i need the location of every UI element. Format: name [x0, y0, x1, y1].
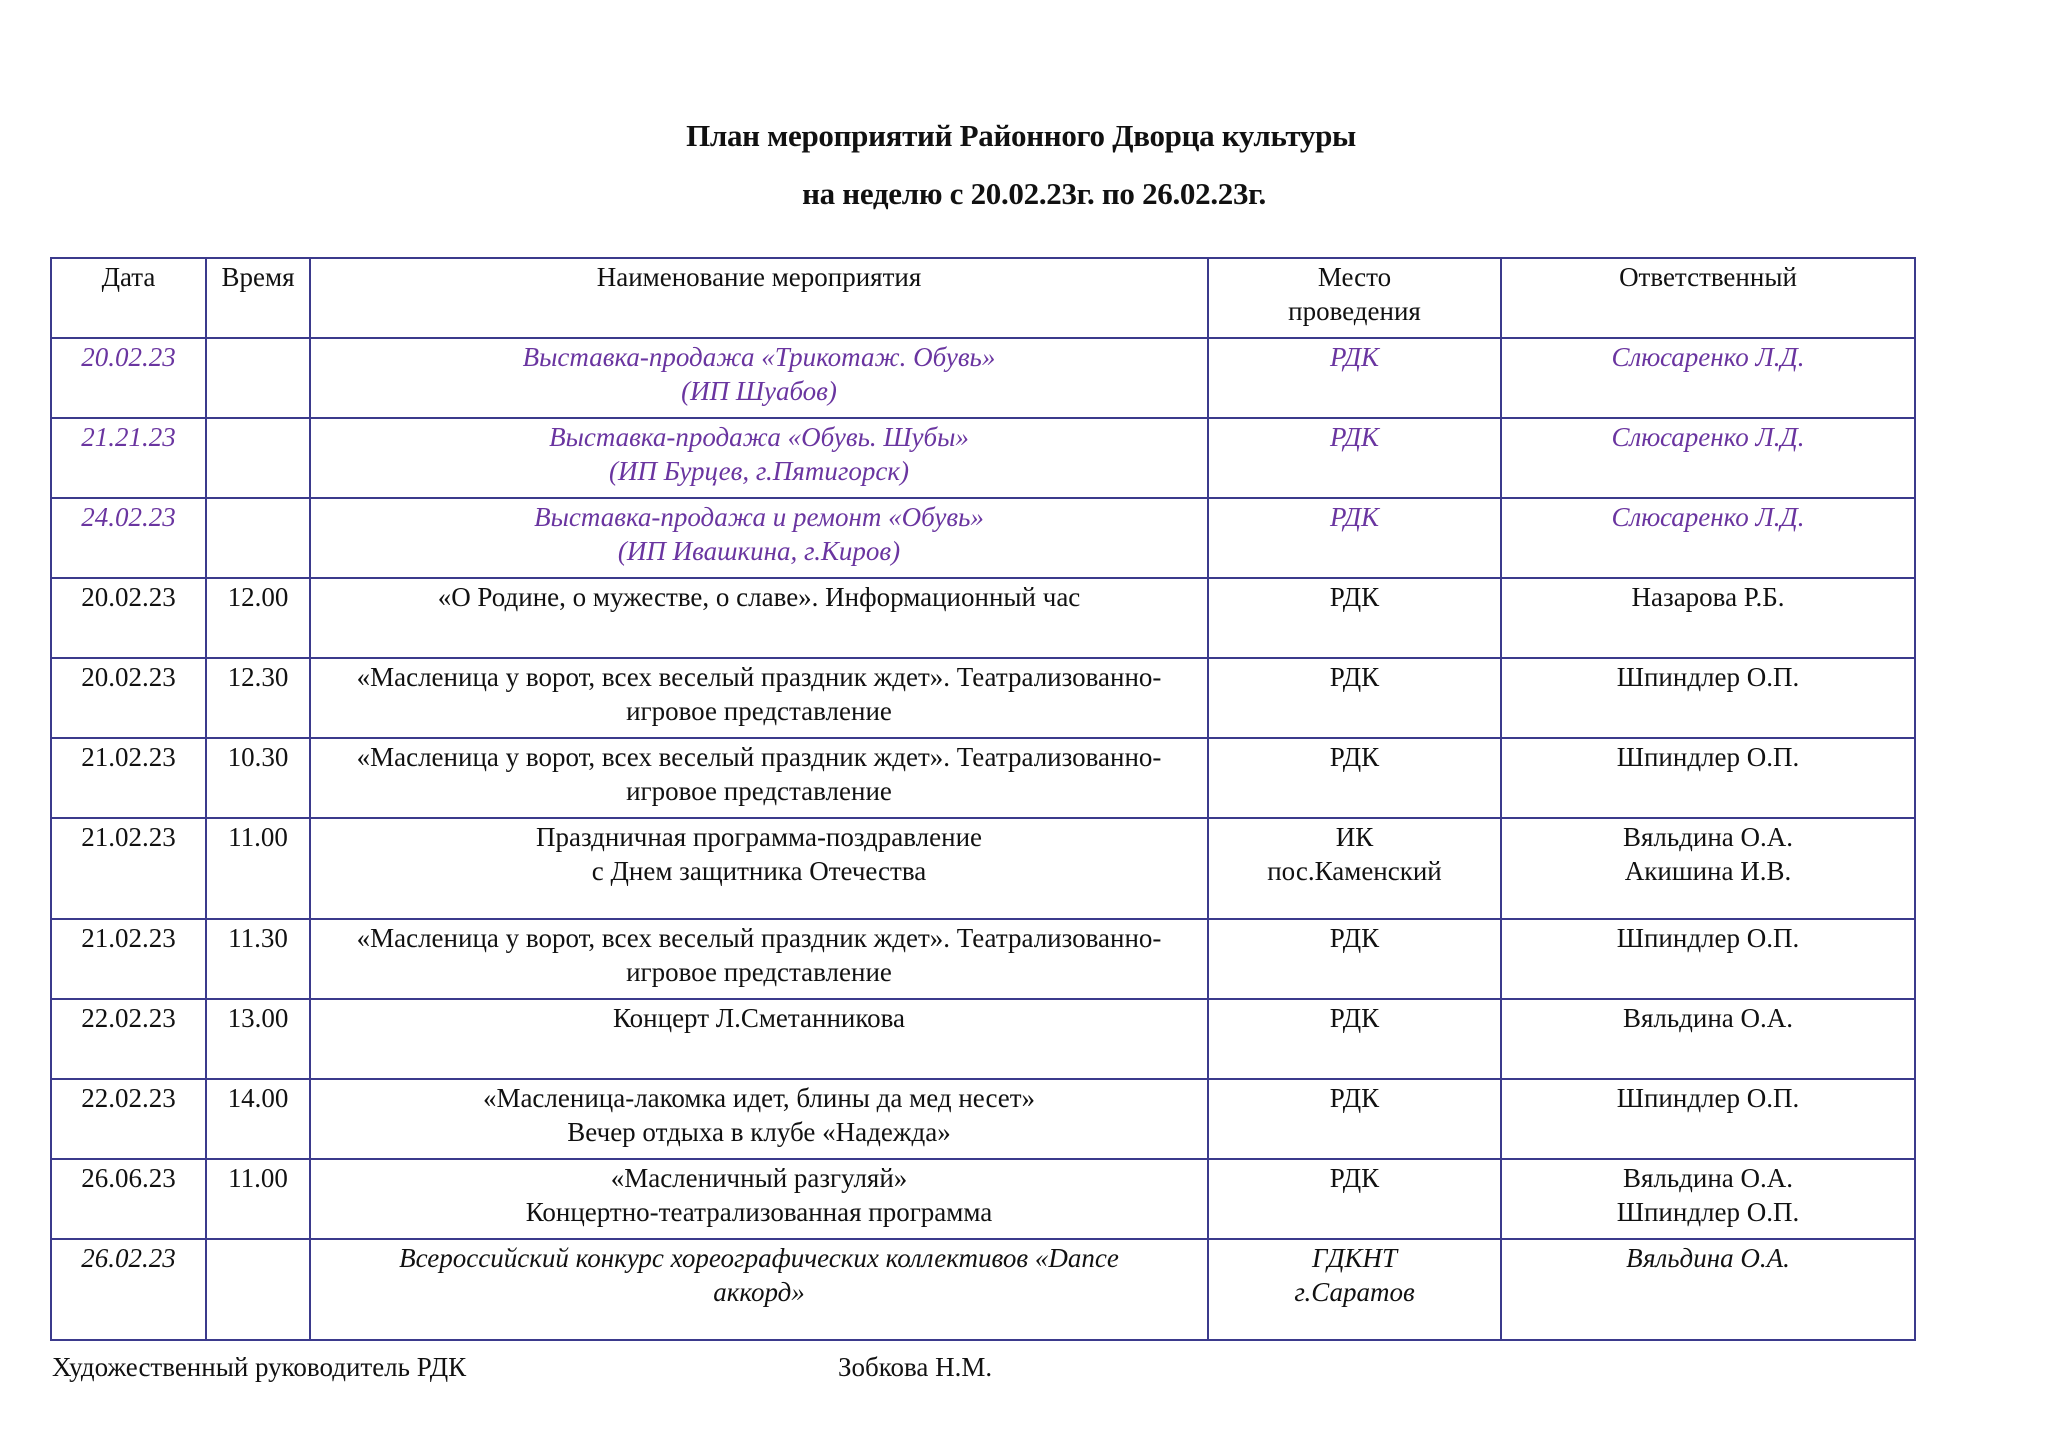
event-name-line2: (ИП Бурцев, г.Пятигорск)	[609, 456, 909, 486]
cell-responsible: Вяльдина О.А.	[1501, 1239, 1915, 1340]
event-name-line1: Выставка-продажа и ремонт «Обувь»	[534, 502, 984, 532]
table-row	[51, 578, 1915, 658]
cell-date: 22.02.23	[51, 999, 206, 1079]
cell-event-name: «О Родине, о мужестве, о славе». Информационный час	[310, 578, 1208, 658]
cell-date: 26.06.23	[51, 1159, 206, 1239]
table-row	[51, 919, 1915, 999]
document-title: План мероприятий Районного Дворца культуры	[686, 118, 1356, 153]
cell-responsible: Вяльдина О.А.	[1501, 999, 1915, 1079]
cell-event-name	[310, 338, 1208, 418]
cell-place	[1208, 818, 1501, 919]
cell-event-name	[310, 1159, 1208, 1239]
responsible-line1: Вяльдина О.А.	[1622, 822, 1794, 852]
event-name-line1: Выставка-продажа «Обувь. Шубы»	[549, 422, 969, 452]
cell-date: 21.21.23	[51, 418, 206, 498]
cell-place: РДК	[1208, 418, 1501, 498]
cell-time: 14.00	[206, 1079, 310, 1159]
cell-place: РДК	[1208, 1079, 1501, 1159]
header-place	[1208, 258, 1501, 338]
cell-place: РДК	[1208, 738, 1501, 818]
event-name-line1: «Масленичный разгуляй»	[610, 1163, 908, 1193]
cell-time: 13.00	[206, 999, 310, 1079]
header-date: Дата	[51, 258, 206, 338]
event-name-line1: «Масленица у ворот, всех веселый праздник ждет». Театрализованно-	[356, 662, 1162, 692]
event-name-line2: (ИП Шуабов)	[681, 376, 837, 406]
cell-event-name	[310, 658, 1208, 738]
cell-date: 20.02.23	[51, 658, 206, 738]
cell-place: РДК	[1208, 919, 1501, 999]
cell-responsible: Слюсаренко Л.Д.	[1501, 498, 1915, 578]
cell-time	[206, 498, 310, 578]
cell-place: РДК	[1208, 1159, 1501, 1239]
cell-event-name	[310, 738, 1208, 818]
cell-event-name	[310, 818, 1208, 919]
place-line1: ГДКНТ	[1312, 1243, 1397, 1273]
cell-responsible: Шпиндлер О.П.	[1501, 1079, 1915, 1159]
table-row	[51, 498, 1915, 578]
responsible-line1: Вяльдина О.А.	[1622, 1163, 1794, 1193]
event-name-line2: аккорд»	[713, 1277, 805, 1307]
document-subtitle-date-range: на неделю с 20.02.23г. по 26.02.23г.	[802, 176, 1266, 211]
header-time: Время	[206, 258, 310, 338]
cell-place: РДК	[1208, 578, 1501, 658]
cell-time	[206, 1239, 310, 1340]
place-line2: г.Саратов	[1294, 1277, 1415, 1307]
table-row	[51, 738, 1915, 818]
cell-responsible: Шпиндлер О.П.	[1501, 919, 1915, 999]
place-line1: ИК	[1335, 822, 1374, 852]
cell-time: 11.00	[206, 1159, 310, 1239]
cell-event-name: Концерт Л.Сметанникова	[310, 999, 1208, 1079]
table-row	[51, 418, 1915, 498]
cell-responsible: Слюсаренко Л.Д.	[1501, 418, 1915, 498]
cell-time: 11.30	[206, 919, 310, 999]
cell-place: РДК	[1208, 999, 1501, 1079]
event-name-line2: (ИП Ивашкина, г.Киров)	[617, 536, 901, 566]
cell-responsible: Слюсаренко Л.Д.	[1501, 338, 1915, 418]
header-responsible: Ответственный	[1501, 258, 1915, 338]
cell-responsible: Шпиндлер О.П.	[1501, 658, 1915, 738]
header-place-line1: Место	[1317, 262, 1392, 292]
cell-date: 21.02.23	[51, 919, 206, 999]
place-line2: пос.Каменский	[1267, 856, 1442, 886]
cell-place: РДК	[1208, 338, 1501, 418]
footer-signatory-name: Зобкова Н.М.	[838, 1352, 993, 1382]
cell-date: 20.02.23	[51, 338, 206, 418]
cell-event-name	[310, 1079, 1208, 1159]
event-name-line2: игровое представление	[626, 776, 892, 806]
cell-responsible	[1501, 818, 1915, 919]
responsible-line2: Акишина И.В.	[1624, 856, 1792, 886]
cell-event-name	[310, 1239, 1208, 1340]
cell-time	[206, 418, 310, 498]
cell-time: 10.30	[206, 738, 310, 818]
event-name-line2: Концертно-театрализованная программа	[525, 1197, 993, 1227]
table-row	[51, 658, 1915, 738]
cell-date: 20.02.23	[51, 578, 206, 658]
event-name-line1: «Масленица у ворот, всех веселый праздник ждет». Театрализованно-	[356, 923, 1162, 953]
footer-position-title: Художественный руководитель РДК	[52, 1352, 467, 1382]
event-name-line1: «Масленица-лакомка идет, блины да мед несет»	[482, 1083, 1036, 1113]
cell-time: 12.00	[206, 578, 310, 658]
event-name-line2: Вечер отдыха в клубе «Надежда»	[567, 1117, 951, 1147]
cell-event-name	[310, 919, 1208, 999]
event-name-line1: Праздничная программа-поздравление	[535, 822, 983, 852]
event-name-line1: Всероссийский конкурс хореографических коллективов «Dance	[399, 1243, 1119, 1273]
cell-responsible	[1501, 1159, 1915, 1239]
cell-date: 21.02.23	[51, 738, 206, 818]
cell-date: 26.02.23	[51, 1239, 206, 1340]
cell-responsible: Шпиндлер О.П.	[1501, 738, 1915, 818]
table-row	[51, 1159, 1915, 1239]
cell-date: 24.02.23	[51, 498, 206, 578]
table-row	[51, 338, 1915, 418]
cell-time: 12.30	[206, 658, 310, 738]
event-name-line2: игровое представление	[626, 957, 892, 987]
responsible-line2: Шпиндлер О.П.	[1616, 1197, 1800, 1227]
table-row	[51, 1079, 1915, 1159]
table-row	[51, 1239, 1915, 1340]
table-header-row	[51, 258, 1915, 338]
event-name-line1: «Масленица у ворот, всех веселый праздник ждет». Театрализованно-	[356, 742, 1162, 772]
cell-date: 22.02.23	[51, 1079, 206, 1159]
cell-date: 21.02.23	[51, 818, 206, 919]
table-row	[51, 818, 1915, 919]
event-name-line2: с Днем защитника Отечества	[591, 856, 927, 886]
header-place-line2: проведения	[1288, 296, 1421, 326]
cell-responsible: Назарова Р.Б.	[1501, 578, 1915, 658]
cell-event-name	[310, 498, 1208, 578]
cell-time: 11.00	[206, 818, 310, 919]
event-name-line2: игровое представление	[626, 696, 892, 726]
cell-event-name	[310, 418, 1208, 498]
cell-place: РДК	[1208, 498, 1501, 578]
header-event-name: Наименование мероприятия	[310, 258, 1208, 338]
cell-place	[1208, 1239, 1501, 1340]
cell-time	[206, 338, 310, 418]
cell-place: РДК	[1208, 658, 1501, 738]
event-name-line1: Выставка-продажа «Трикотаж. Обувь»	[522, 342, 996, 372]
events-table	[50, 257, 1916, 1341]
table-row	[51, 999, 1915, 1079]
